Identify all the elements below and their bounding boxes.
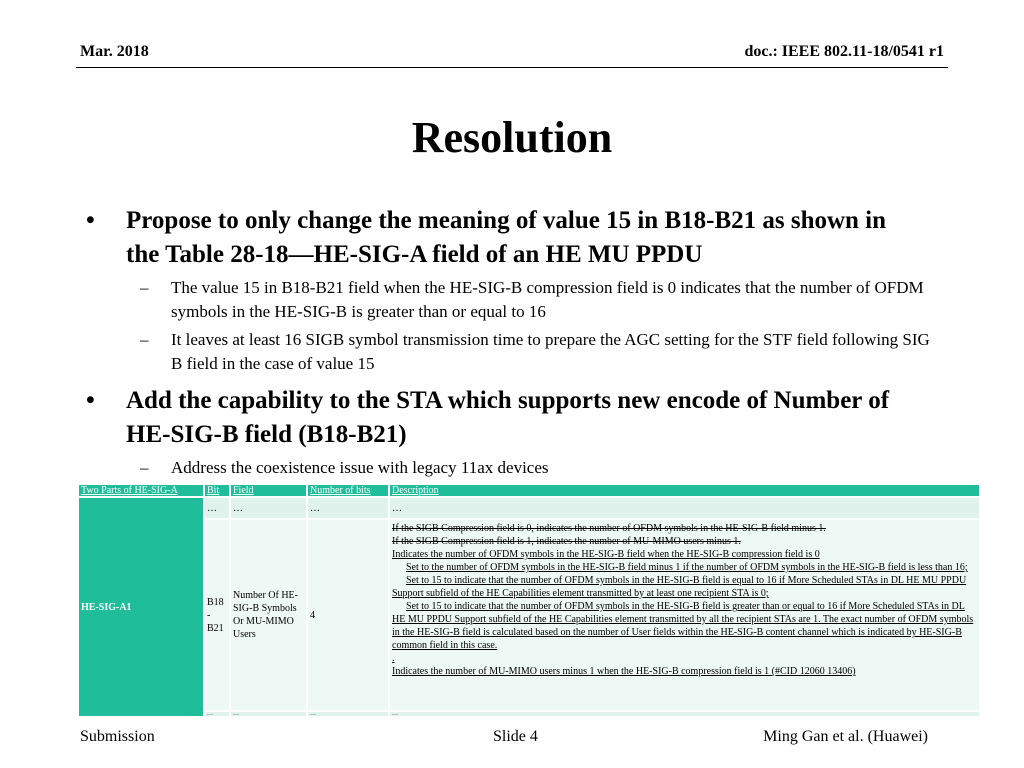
ellipsis-cell: … bbox=[389, 497, 980, 519]
table-header-row bbox=[78, 484, 980, 497]
sub-bullet-1-1: The value 15 in B18-B21 field when the HE-SIG-B compression field is 0 indicates that the number of OFDM symbols in the HE-SIG-B is greater than or equal to 16 bbox=[171, 278, 924, 321]
table-row bbox=[78, 519, 980, 711]
slide-title: Resolution bbox=[411, 113, 613, 162]
description-cell bbox=[389, 519, 980, 711]
ellipsis-cell: … bbox=[389, 711, 980, 717]
col-header-nbits: Number of bits bbox=[307, 484, 389, 497]
col-header-field: Field bbox=[230, 484, 307, 497]
nbits-cell: 4 bbox=[307, 519, 389, 711]
footer-authors: Ming Gan et al. (Huawei) bbox=[763, 728, 928, 745]
sub-bullet-1-2: It leaves at least 16 SIGB symbol transmission time to prepare the AGC setting for the STF field following SIG B field in the case of value 15 bbox=[171, 330, 930, 373]
sub-bullet-marker: – bbox=[140, 278, 149, 297]
sub-bullet-2-1: Address the coexistence issue with legacy 11ax devices bbox=[171, 458, 549, 477]
desc-inserted-line: Indicates the number of MU-MIMO users minus 1 when the HE-SIG-B compression field is 1 (#CID 12060 13406) bbox=[392, 666, 856, 677]
desc-deleted-line: If the SIGB Compression field is 1, indicates the number of MU-MIMO users minus 1. bbox=[392, 536, 741, 547]
desc-inserted-line: Set to 15 to indicate that the number of OFDM symbols in the HE-SIG-B field is greater than or equal to 16 if More Scheduled STAs in DL HE MU PPDU Support subfield of the HE Capabilities element transmitted by all the recipient STAs are 1. The exact number of OFDM symbols in the HE-SIG-B field is calculated based on the number of User fields within the HE-SIG-B content channel which is indicated by HE-SIG-B common field in this case. bbox=[392, 601, 974, 651]
col-header-parts: Two Parts of HE-SIG-A bbox=[78, 484, 204, 497]
desc-inserted-line: Set to the number of OFDM symbols in the HE-SIG-B field minus 1 if the number of OFDM symbols in the HE-SIG-B field is less than 16; bbox=[406, 562, 968, 573]
bullet-1-text: Propose to only change the meaning of value 15 in B18-B21 as shown in the Table 28-18—HE-SIG-A field of an HE MU PPDU bbox=[126, 207, 887, 268]
he-sig-a-table bbox=[77, 483, 981, 718]
bullet-marker: • bbox=[86, 387, 95, 414]
table-row bbox=[78, 711, 980, 717]
part-cell: HE-SIG-A1 bbox=[78, 497, 204, 717]
ellipsis-cell: … bbox=[204, 711, 230, 717]
bullet-marker: • bbox=[86, 207, 95, 234]
ellipsis-cell: … bbox=[230, 497, 307, 519]
header-date: Mar. 2018 bbox=[80, 43, 149, 60]
sub-bullet-marker: – bbox=[140, 330, 149, 349]
col-header-bit: Bit bbox=[204, 484, 230, 497]
desc-inserted-line: Set to 15 to indicate that the number of OFDM symbols in the HE-SIG-B field is equal to 16 if More Scheduled STAs in DL HE MU PPDU Support subfield of the HE Capabilities element transmitted by at least one recipient STA is 0; bbox=[392, 575, 967, 599]
ellipsis-cell: … bbox=[230, 711, 307, 717]
footer-submission: Submission bbox=[80, 728, 155, 745]
ellipsis-cell: … bbox=[307, 711, 389, 717]
ellipsis-cell: … bbox=[307, 497, 389, 519]
bullet-2-text: Add the capability to the STA which supports new encode of Number of HE-SIG-B field (B18-B21) bbox=[126, 387, 890, 448]
ellipsis-cell: … bbox=[204, 497, 230, 519]
col-header-description: Description bbox=[389, 484, 980, 497]
footer-slide-number: Slide 4 bbox=[493, 728, 538, 745]
table-row bbox=[78, 497, 980, 519]
desc-inserted-line: Indicates the number of OFDM symbols in the HE-SIG-B field when the HE-SIG-B compression field is 0 bbox=[392, 549, 820, 560]
header-divider bbox=[76, 67, 948, 68]
bit-cell: B18 - B21 bbox=[204, 519, 230, 711]
field-cell: Number Of HE-SIG-B Symbols Or MU-MIMO Users bbox=[230, 519, 307, 711]
header-doc-id: doc.: IEEE 802.11-18/0541 r1 bbox=[744, 43, 944, 60]
sub-bullet-marker: – bbox=[140, 458, 149, 477]
desc-inserted-line: . bbox=[392, 653, 395, 664]
desc-deleted-line: If the SIGB Compression field is 0, indicates the number of OFDM symbols in the HE-SIG-B field minus 1. bbox=[392, 523, 826, 534]
